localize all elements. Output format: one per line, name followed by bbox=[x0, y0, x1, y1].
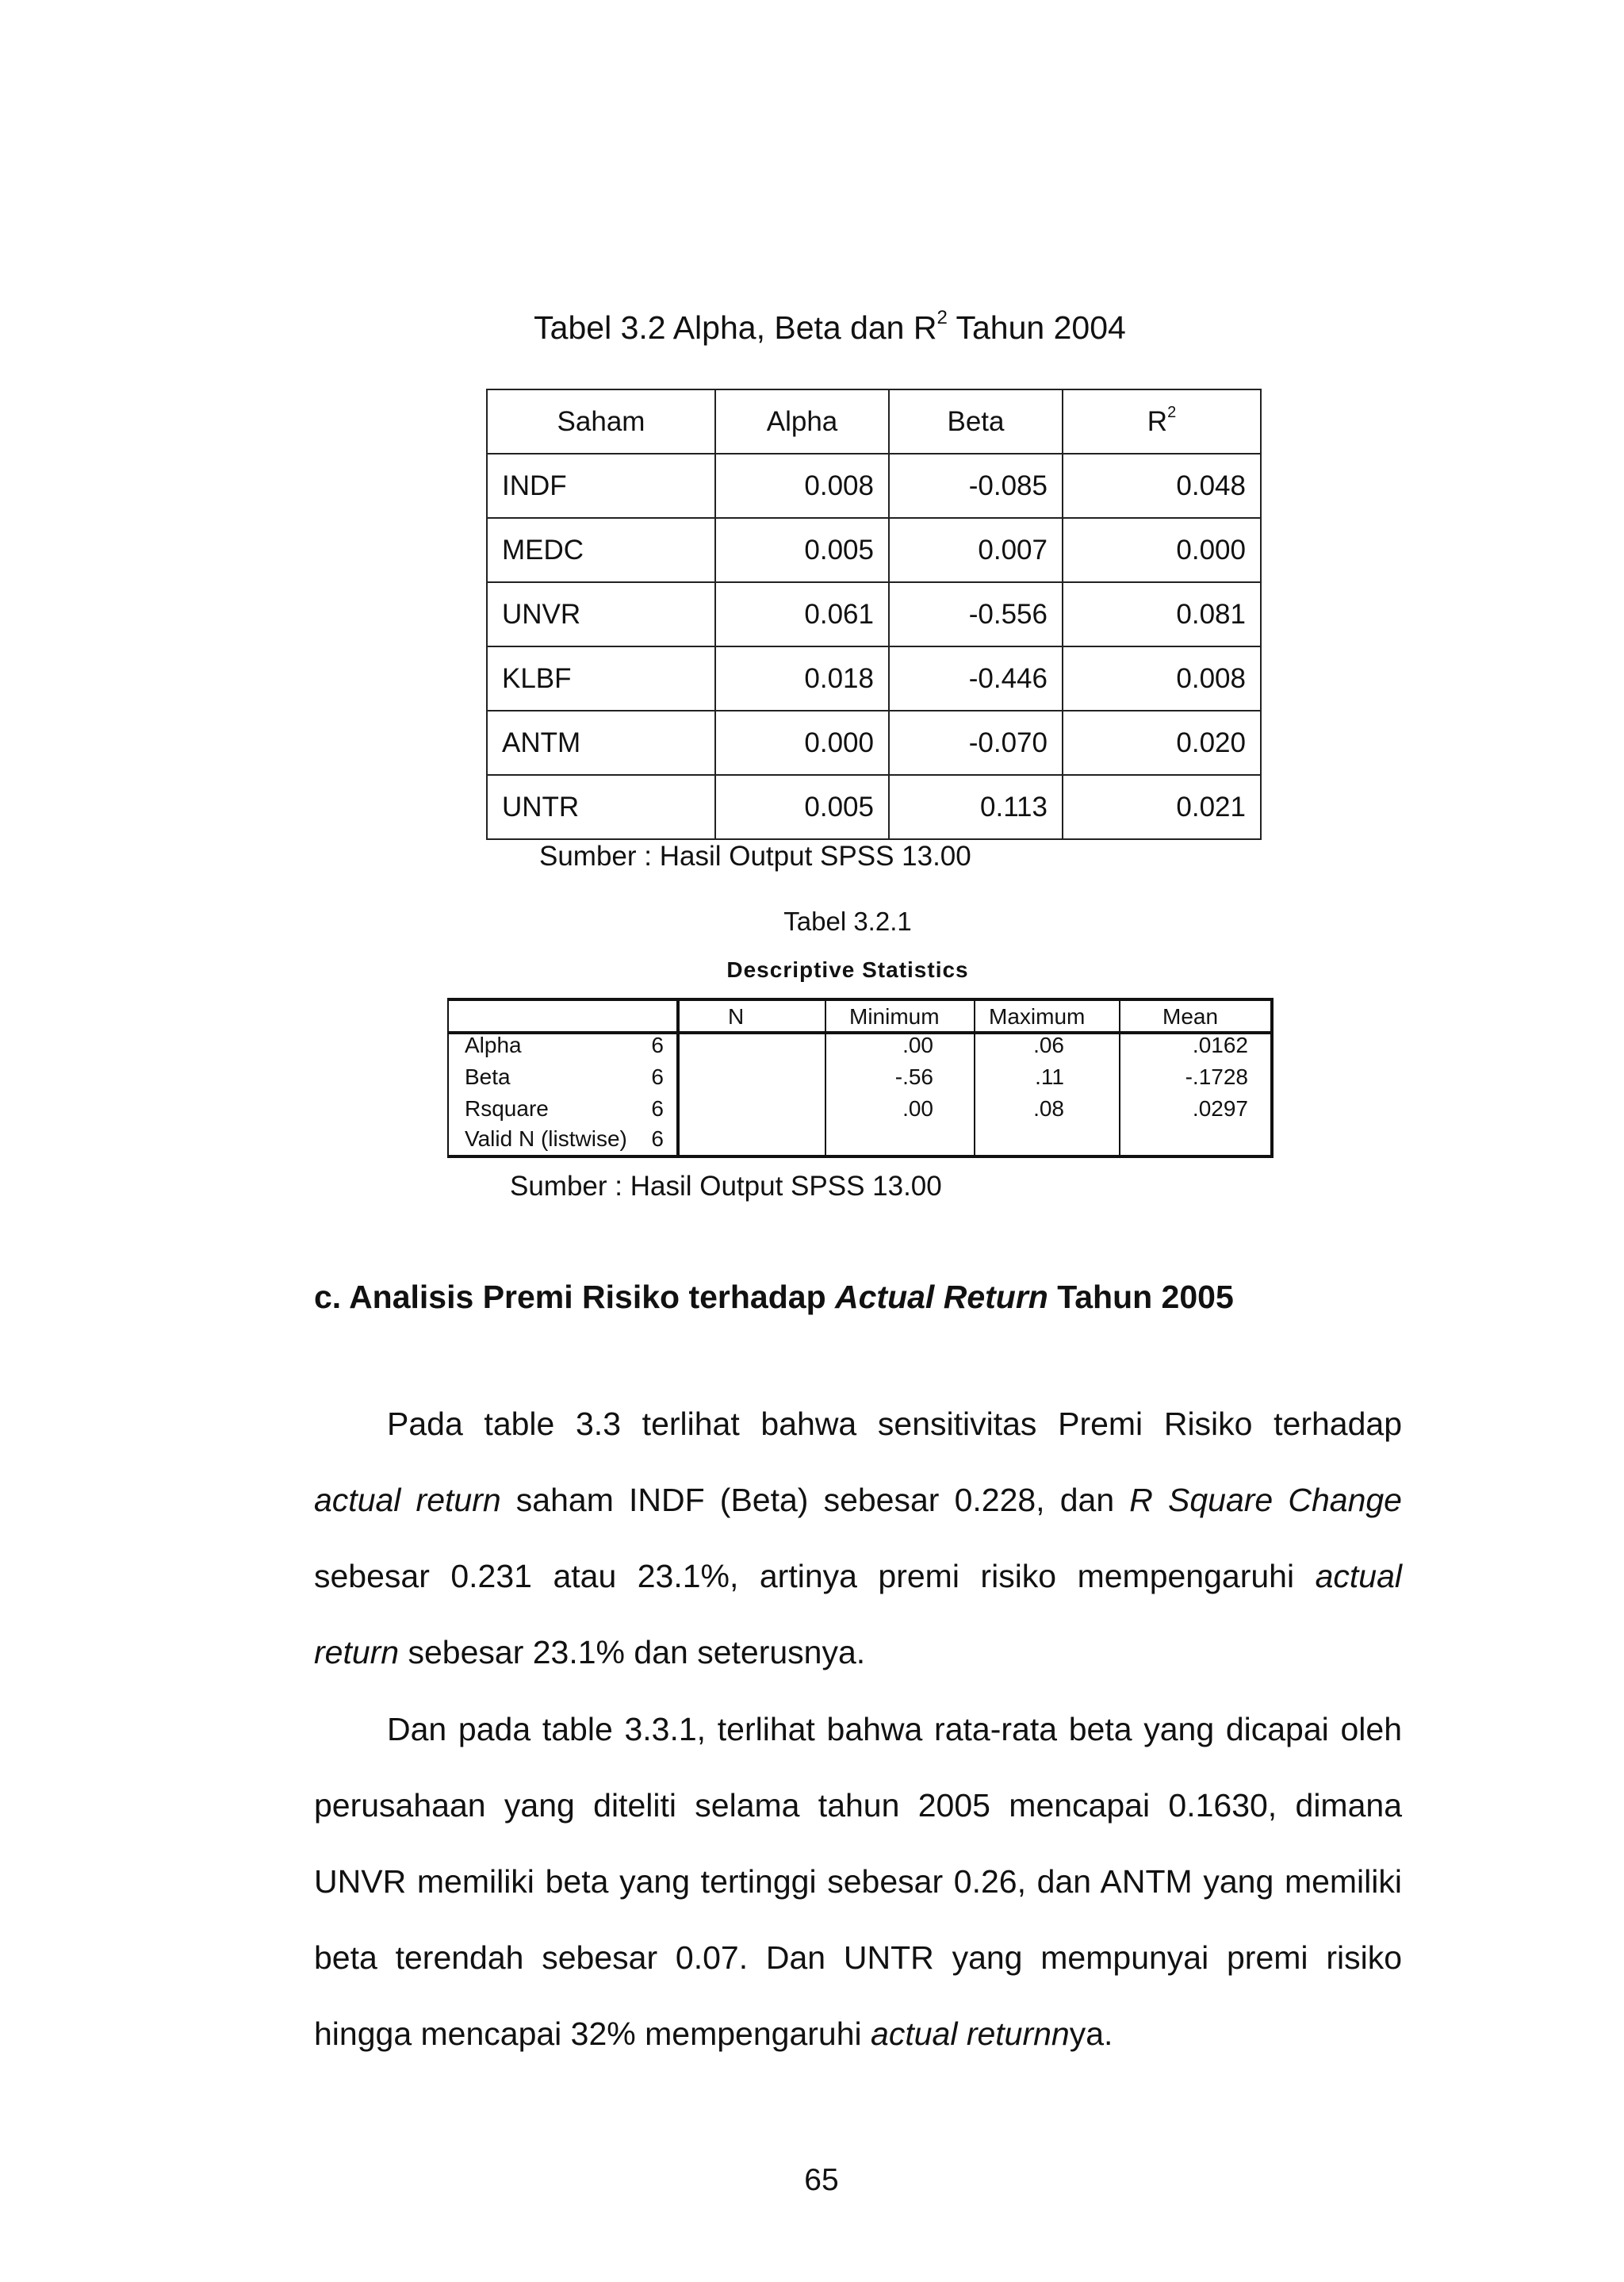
cell-alpha: 0.061 bbox=[715, 582, 889, 646]
header-maximum: Maximum bbox=[989, 1004, 1086, 1029]
table-row bbox=[487, 518, 1261, 582]
header-alpha: Alpha bbox=[715, 389, 889, 454]
cell-alpha: 0.008 bbox=[715, 454, 889, 518]
cell-alpha: 0.005 bbox=[715, 775, 889, 839]
cell-mean: .0162 bbox=[1192, 1033, 1248, 1057]
paragraph-line: Dan pada table 3.3.1, terlihat bahwa rata-rata beta yang dicapai oleh bbox=[387, 1711, 1402, 1747]
cell-alpha: 0.000 bbox=[715, 711, 889, 775]
cell-r2: 0.020 bbox=[1063, 711, 1261, 775]
column-divider bbox=[825, 1001, 826, 1155]
table-title-text: Tabel 3.2 Alpha, Beta dan R bbox=[534, 309, 937, 346]
column-divider bbox=[676, 1001, 680, 1155]
table-title-suffix: Tahun 2004 bbox=[947, 309, 1126, 346]
cell-saham: MEDC bbox=[487, 518, 715, 582]
cell-beta: -0.070 bbox=[889, 711, 1063, 775]
column-divider bbox=[1119, 1001, 1120, 1155]
cell-saham: INDF bbox=[487, 454, 715, 518]
paragraph-line: UNVR memiliki beta yang tertinggi sebesar 0.26, dan ANTM yang memiliki bbox=[314, 1863, 1402, 1900]
paragraph-line bbox=[314, 1996, 1402, 2072]
table-title bbox=[0, 309, 1624, 347]
italic-text: return bbox=[314, 1634, 400, 1670]
text: hingga mencapai 32% mempengaruhi bbox=[314, 2015, 871, 2052]
cell-beta: -0.446 bbox=[889, 646, 1063, 711]
cell-saham: ANTM bbox=[487, 711, 715, 775]
cell-minimum: .00 bbox=[902, 1033, 933, 1057]
text: saham INDF (Beta) sebesar 0.228, dan bbox=[500, 1482, 1130, 1518]
header-mean: Mean bbox=[1162, 1004, 1219, 1029]
paragraph-line bbox=[314, 1538, 1402, 1614]
page-number: 65 bbox=[804, 2163, 839, 2197]
alpha-beta-table bbox=[486, 389, 1262, 840]
section-heading bbox=[314, 1279, 1234, 1316]
cell-saham: UNTR bbox=[487, 775, 715, 839]
heading-text: c. Analisis Premi Risiko terhadap bbox=[314, 1279, 836, 1315]
paragraph-line bbox=[314, 1614, 1402, 1690]
text: sebesar 0.231 atau 23.1%, artinya premi risiko mempengaruhi bbox=[314, 1558, 1316, 1594]
header-minimum: Minimum bbox=[849, 1004, 940, 1029]
table-source: Sumber : Hasil Output SPSS 13.00 bbox=[510, 1171, 942, 1202]
cell-mean: .0297 bbox=[1192, 1096, 1248, 1121]
cell-r2: 0.021 bbox=[1063, 775, 1261, 839]
italic-text: actual return bbox=[314, 1482, 501, 1518]
cell-beta: 0.007 bbox=[889, 518, 1063, 582]
cell-maximum: .06 bbox=[1033, 1033, 1064, 1057]
cell-minimum: .00 bbox=[902, 1096, 933, 1121]
cell-maximum: .08 bbox=[1033, 1096, 1064, 1121]
cell-beta: -0.085 bbox=[889, 454, 1063, 518]
cell-r2: 0.048 bbox=[1063, 454, 1261, 518]
heading-suffix: Tahun 2005 bbox=[1048, 1279, 1234, 1315]
column-divider bbox=[974, 1001, 975, 1155]
row-label-alpha: Alpha bbox=[465, 1033, 522, 1057]
header-r2 bbox=[1063, 389, 1261, 454]
paragraph-line bbox=[314, 1462, 1402, 1538]
table-row bbox=[487, 775, 1261, 839]
cell-saham: KLBF bbox=[487, 646, 715, 711]
italic-text: actual returnn bbox=[871, 2015, 1070, 2052]
descriptive-statistics-table bbox=[447, 998, 1274, 1158]
table-row bbox=[487, 711, 1261, 775]
table-row bbox=[487, 646, 1261, 711]
cell-r2: 0.008 bbox=[1063, 646, 1261, 711]
cell-n: 6 bbox=[651, 1033, 664, 1057]
cell-n: 6 bbox=[651, 1064, 664, 1089]
paragraph-line: Pada table 3.3 terlihat bahwa sensitivitas Premi Risiko terhadap bbox=[387, 1406, 1402, 1442]
row-label-rsquare: Rsquare bbox=[465, 1096, 549, 1121]
cell-mean: -.1728 bbox=[1185, 1064, 1248, 1089]
heading-italic: Actual Return bbox=[835, 1279, 1048, 1315]
cell-maximum: .11 bbox=[1035, 1064, 1064, 1089]
table-row bbox=[487, 454, 1261, 518]
text: ya. bbox=[1069, 2015, 1113, 2052]
row-label-valid-n: Valid N (listwise) bbox=[465, 1126, 627, 1151]
header-beta: Beta bbox=[889, 389, 1063, 454]
cell-n: 6 bbox=[651, 1096, 664, 1121]
cell-minimum: -.56 bbox=[894, 1064, 933, 1089]
paragraph-line: perusahaan yang diteliti selama tahun 2005 mencapai 0.1630, dimana bbox=[314, 1787, 1402, 1824]
descriptive-statistics-caption: Descriptive Statistics bbox=[726, 957, 969, 982]
cell-alpha: 0.005 bbox=[715, 518, 889, 582]
cell-saham: UNVR bbox=[487, 582, 715, 646]
table-title-superscript: 2 bbox=[936, 307, 948, 329]
italic-text: actual bbox=[1315, 1558, 1402, 1594]
header-saham: Saham bbox=[487, 389, 715, 454]
header-r-superscript: 2 bbox=[1167, 403, 1177, 421]
cell-n: 6 bbox=[651, 1126, 664, 1151]
italic-text: R Square Change bbox=[1129, 1482, 1402, 1518]
paragraph-line: beta terendah sebesar 0.07. Dan UNTR yang mempunyai premi risiko bbox=[314, 1939, 1402, 1976]
row-label-beta: Beta bbox=[465, 1064, 511, 1089]
paragraph bbox=[314, 1386, 1402, 1690]
cell-beta: -0.556 bbox=[889, 582, 1063, 646]
cell-beta: 0.113 bbox=[889, 775, 1063, 839]
table-number: Tabel 3.2.1 bbox=[783, 907, 912, 936]
cell-alpha: 0.018 bbox=[715, 646, 889, 711]
text: sebesar 23.1% dan seterusnya. bbox=[399, 1634, 866, 1670]
table-source: Sumber : Hasil Output SPSS 13.00 bbox=[539, 841, 971, 872]
cell-r2: 0.081 bbox=[1063, 582, 1261, 646]
header-n: N bbox=[728, 1004, 745, 1029]
paragraph bbox=[314, 1691, 1402, 2072]
table-header-row bbox=[487, 389, 1261, 454]
cell-r2: 0.000 bbox=[1063, 518, 1261, 582]
table-row bbox=[487, 582, 1261, 646]
header-r-text: R bbox=[1147, 405, 1168, 437]
